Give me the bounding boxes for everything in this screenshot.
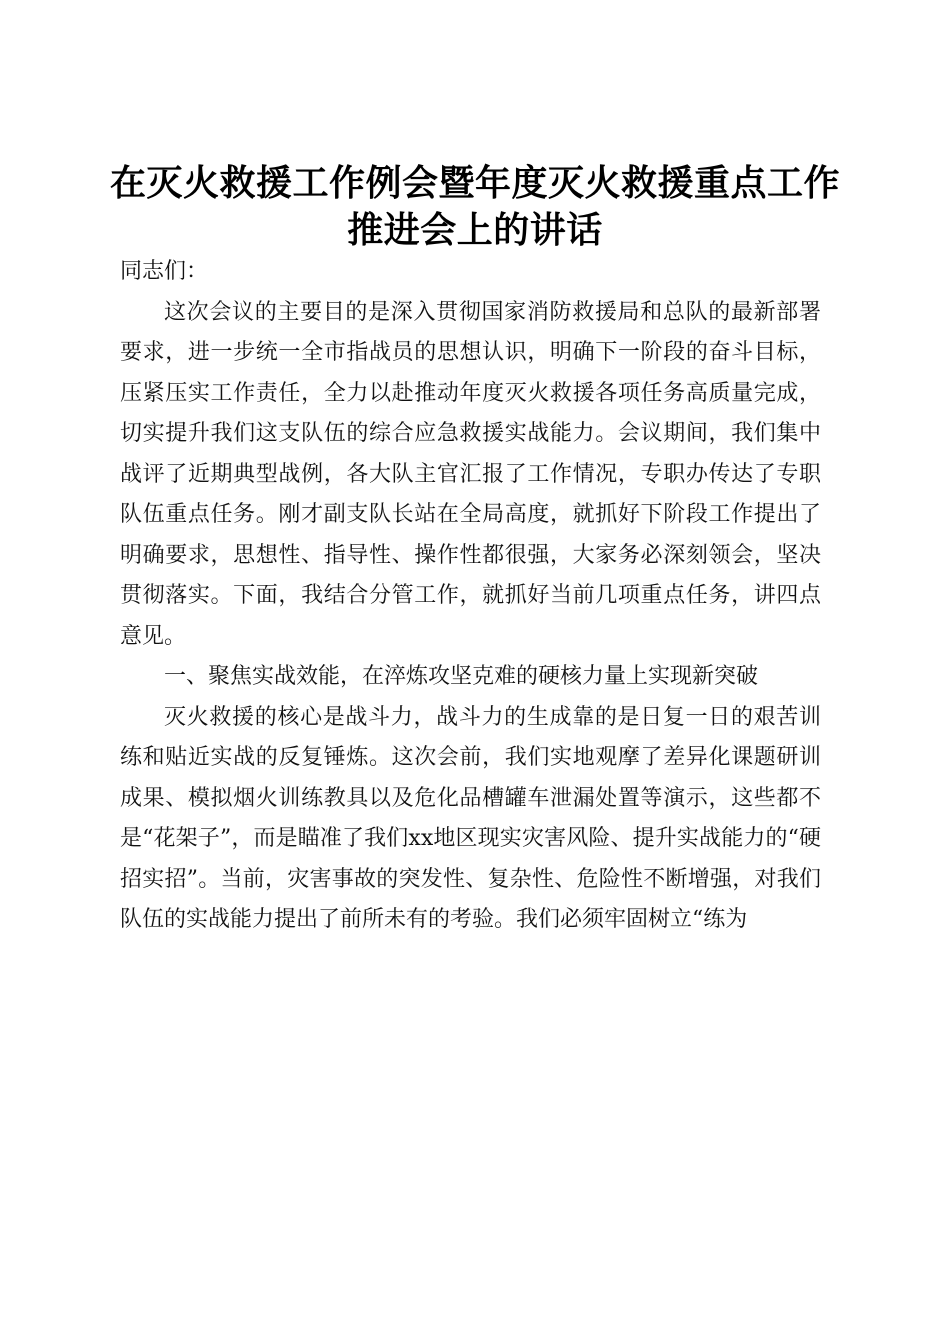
section-1-paragraph: 灭火救援的核心是战斗力，战斗力的生成靠的是日复一日的艰苦训练和贴近实战的反复锤炼。这次会前，我们实地观摩了差异化课题研训成果、模拟烟火训练教具以及危化品槽罐车泄漏处置等演示，这些都不是“花架子”，而是瞄准了我们xx地区现实灾害风险、提升实战能力的“硬招实招”。当前，灾害事故的突发性、复杂性、危险性不断增强，对我们队伍的实战能力提出了前所未有的考验。我们必须牢固树立“练为 [120, 704, 821, 932]
document-body [120, 252, 821, 941]
document-title [100, 160, 850, 254]
title-line-2: 推进会上的讲话 [347, 209, 603, 252]
salutation: 同志们： [120, 259, 209, 284]
section-1-heading: 一、聚焦实战效能，在淬炼攻坚克难的硬核力量上实现新突破 [164, 664, 759, 689]
opening-paragraph: 这次会议的主要目的是深入贯彻国家消防救援局和总队的最新部署要求，进一步统一全市指战员的思想认识，明确下一阶段的奋斗目标，压紧压实工作责任，全力以赴推动年度灭火救援各项任务高质量完成，切实提升我们这支队伍的综合应急救援实战能力。会议期间，我们集中战评了近期典型战例，各大队主官汇报了工作情况，专职办传达了专职队伍重点任务。刚才副支队长站在全局高度，就抓好下阶段工作提出了明确要求，思想性、指导性、操作性都很强，大家务必深刻领会，坚决贯彻落实。下面，我结合分管工作，就抓好当前几项重点任务，讲四点意见。 [120, 299, 821, 649]
title-line-1: 在灭火救援工作例会暨年度灭火救援重点工作 [109, 162, 840, 205]
